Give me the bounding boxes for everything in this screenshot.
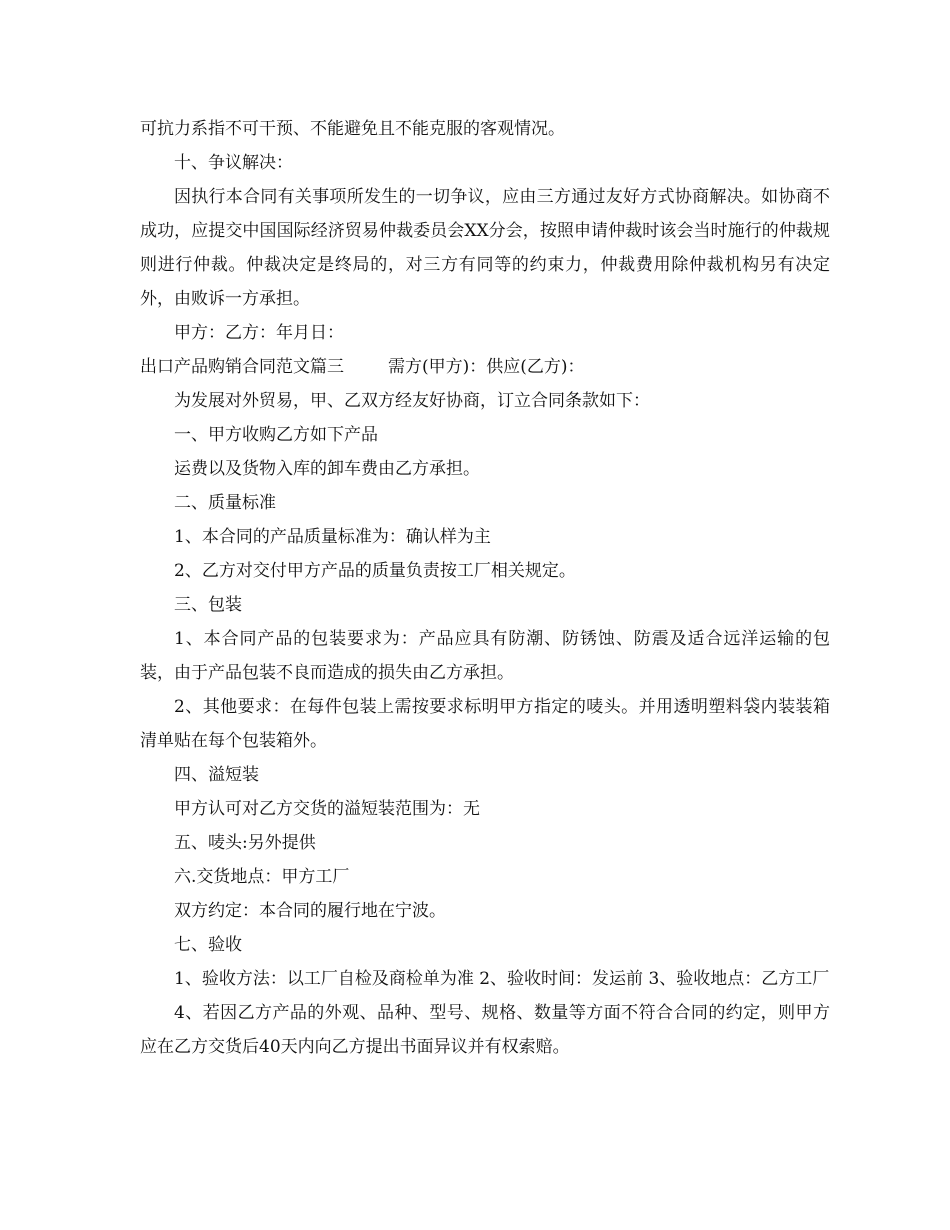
heading-products: 一、甲方收购乙方如下产品 [174,425,378,445]
paragraph-quality-2: 2、乙方对交付甲方产品的质量负责按工厂相关规定。 [174,561,576,581]
heading-quality: 二、质量标准 [174,493,276,513]
section-title-line [140,350,830,384]
paragraph-freight: 运费以及货物入库的卸车费由乙方承担。 [174,459,480,479]
heading-packaging: 三、包装 [174,595,242,615]
paragraph-packaging-1: 1、本合同产品的包装要求为：产品应具有防潮、防锈蚀、防震及适合远洋运输的包装，由于产品包装不良而造成的损失由乙方承担。 [140,629,830,683]
heading-overage: 四、溢短装 [174,765,259,785]
heading-delivery: 六.交货地点：甲方工厂 [174,867,350,887]
paragraph-preamble: 为发展对外贸易，甲、乙双方经友好协商，订立合同条款如下： [174,391,650,411]
paragraph-quality-1: 1、本合同的产品质量标准为：确认样为主 [174,527,491,547]
heading-inspection: 七、验收 [174,935,242,955]
paragraph-force-majeure-end: 可抗力系指不可干预、不能避免且不能克服的客观情况。 [140,119,565,139]
paragraph-packaging-2: 2、其他要求：在每件包装上需按要求标明甲方指定的唛头。并用透明塑料袋内装装箱清单贴在每个包装箱外。 [140,697,830,751]
paragraph-overage: 甲方认可对乙方交货的溢短装范围为：无 [174,799,480,819]
contract-title: 出口产品购销合同范文篇三 [140,357,344,377]
signature-line: 甲方：乙方：年月日： [174,323,344,343]
contract-parties: 需方(甲方)：供应(乙方)： [388,357,585,377]
paragraph-delivery: 双方约定：本合同的履行地在宁波。 [174,901,446,921]
document-body [140,112,830,1064]
paragraph-inspection-1: 1、验收方法：以工厂自检及商检单为准 2、验收时间：发运前 3、验收地点：乙方工厂 [174,969,830,989]
heading-dispute-resolution: 十、争议解决： [174,153,293,173]
paragraph-dispute-resolution: 因执行本合同有关事项所发生的一切争议，应由三方通过友好方式协商解决。如协商不成功，应提交中国国际经济贸易仲裁委员会XX分会，按照申请仲裁时该会当时施行的仲裁规则进行仲裁。仲裁决定是终局的，对三方有同等的约束力，仲裁费用除仲裁机构另有决定外，由败诉一方承担。 [140,187,830,309]
paragraph-inspection-2: 4、若因乙方产品的外观、品种、型号、规格、数量等方面不符合合同的约定，则甲方应在乙方交货后40天内向乙方提出书面异议并有权索赔。 [140,1003,830,1057]
heading-marks: 五、唛头:另外提供 [174,833,316,853]
